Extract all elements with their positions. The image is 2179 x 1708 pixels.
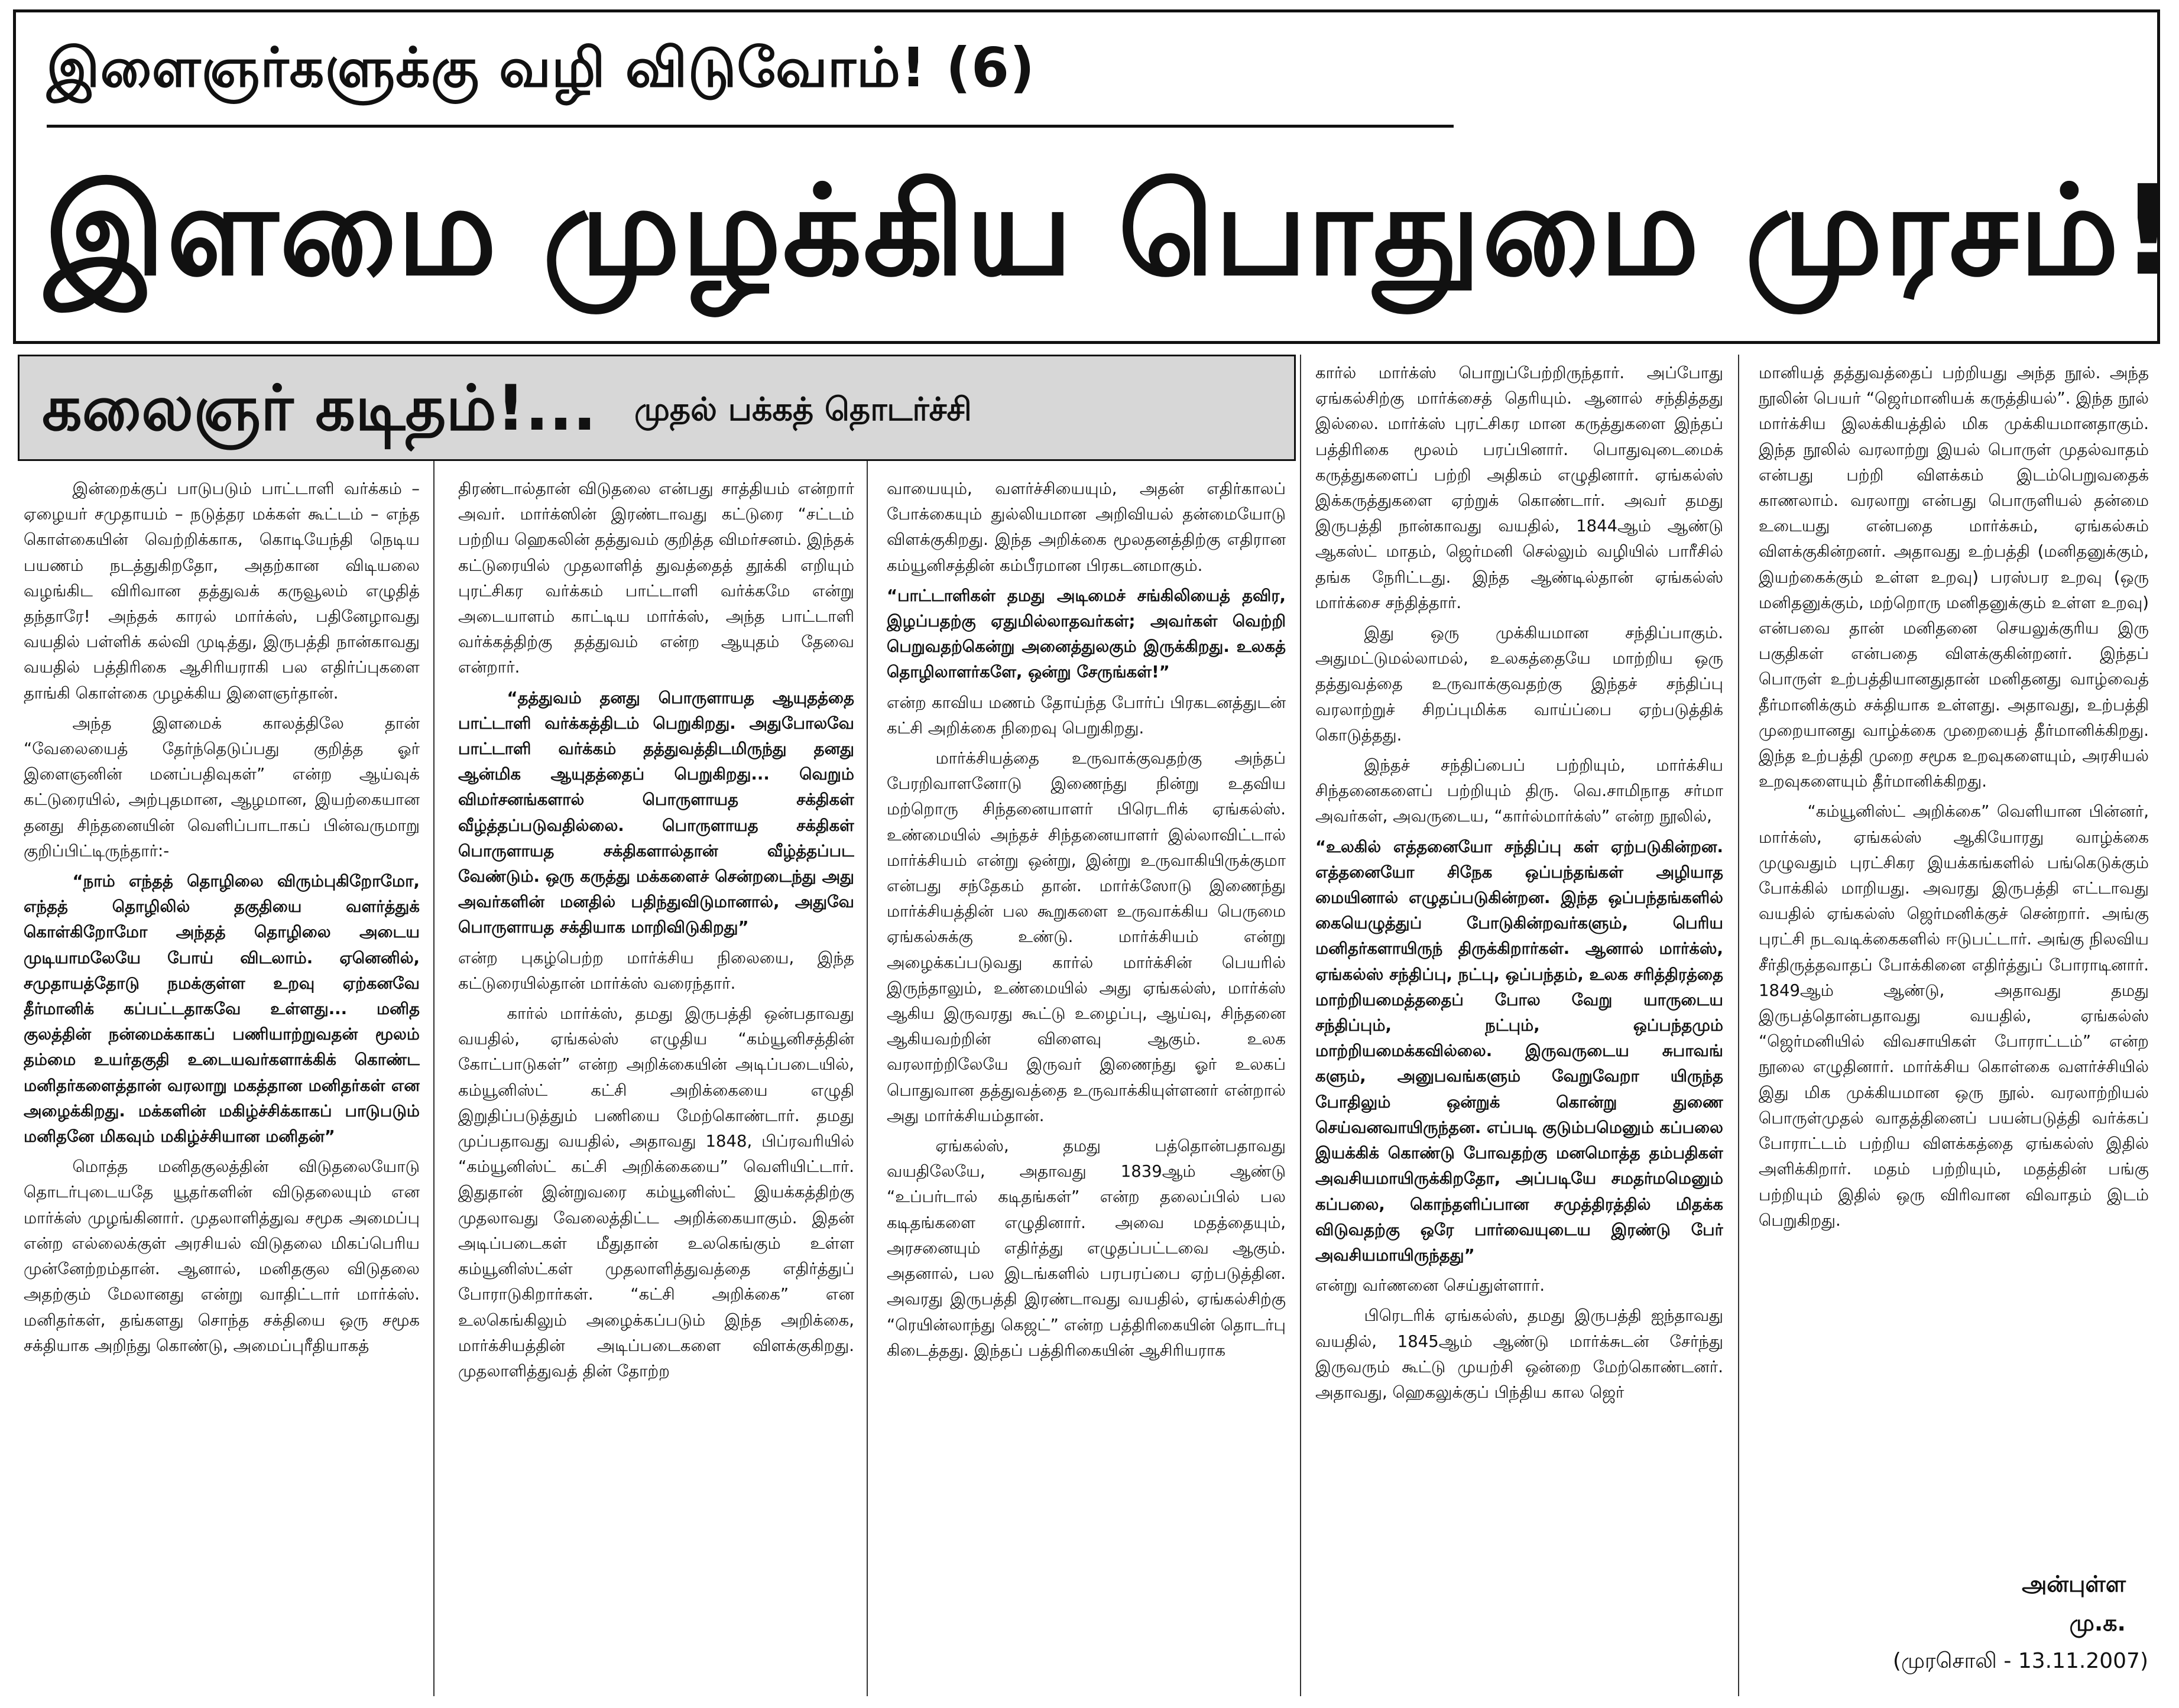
quote-paragraph: “உலகில் எத்தனையோ சந்திப்பு கள் ஏற்படுகின்றன. எத்தனையோ சிநேக ஒப்பந்தங்கள் அழியாத மையினால் எழுதப்படுகின்றன. இந்த ஒப்பந்தங்களில் கையெழுத்துப் போடுகின்றவர்களும், பெரிய மனிதர்களாயிருந் திருக்கிறார்கள். ஆனால் மார்க்ஸ், ஏங்கல்ஸ் சந்திப்பு, நட்பு, ஒப்பந்தம், உலக சரித்திரத்தை மாற்றியமைத்ததைப் போல வேறு யாருடைய சந்திப்பும், நட்பும், ஒப்பந்தமும் மாற்றியமைக்கவில்லை. இருவருடைய சுபாவங் களும், அனுபவங்களும் வேறுவேறா யிருந்த போதிலும் ஒன்றுக் கொன்று துணை செய்வனவாயிருந்தன. எப்படி குடும்பமெனும் கப்பலை இயக்கிக் கொண்டு போவதற்கு மனமொத்த தம்பதிகள் அவசியமாயிருக்கிறதோ, அப்படியே சமதர்மமெனும் கப்பலை, கொந்தளிப்பான சமுத்திரத்தில் மிதக்க விடுவதற்கு ஒரே பார்வையுடைய இரண்டு பேர் அவசியமாயிருந்தது” — [1315, 837, 1723, 1265]
paragraph: என்ற புகழ்பெற்ற மார்க்சிய நிலையை, இந்த கட்டுரையில்தான் மார்க்ஸ் வரைந்தார். — [458, 948, 854, 993]
paragraph: கார்ல் மார்க்ஸ், தமது இருபத்தி ஒன்பதாவது வயதில், ஏங்கல்ஸ் எழுதிய “கம்யூனிசத்தின் கோட்பாடுகள்” என்ற அறிக்கையின் அடிப்படையில், கம்யூனிஸ்ட் கட்சி அறிக்கையை எழுதி இறுதிப்படுத்தும் பணியை மேற்கொண்டார். தமது முப்பதாவது வயதில், அதாவது 1848, பிப்ரவரியில் “கம்யூனிஸ்ட் கட்சி அறிக்கையை” வெளியிட்டார். இதுதான் இன்றுவரை கம்யூனிஸ்ட் இயக்கத்திற்கு முதலாவது வேலைத்திட்ட அறிக்கையாகும். இதன் அடிப்படைகள் மீதுதான் உலகெங்கும் உள்ள கம்யூனிஸ்ட்கள் முதலாளித்துவத்தை எதிர்த்துப் போராடுகிறார்கள். “கட்சி அறிக்கை” என உலகெங்கிலும் அழைக்கப்படும் இந்த அறிக்கை, மார்க்சியத்தின் அடிப்படைகளை விளக்குகிறது. முதலாளித்துவத் தின் தோற்ற — [458, 1004, 854, 1381]
paragraph: என்ற காவிய மணம் தோய்ந்த போர்ப் பிரகடனத்துடன் கட்சி அறிக்கை நிறைவு பெறுகிறது. — [887, 693, 1286, 738]
article-column-5 — [1759, 361, 2149, 1578]
signoff: அன்புள்ள — [2022, 1571, 2126, 1597]
paragraph: என்று வர்ணனை செய்துள்ளார். — [1315, 1276, 1545, 1295]
paragraph: ஏங்கல்ஸ், தமது பத்தொன்பதாவது வயதிலேயே, அதாவது 1839ஆம் ஆண்டு “உப்பர்டால் கடிதங்கள்” என்ற தலைப்பில் பல கடிதங்களை எழுதினார். அவை மதத்தையும், அரசனையும் எதிர்த்து எழுதப்பட்டவை ஆகும். அதனால், பல இடங்களில் பரபரப்பை ஏற்படுத்தின. அவரது இருபத்தி இரண்டாவது வயதில், ஏங்கல்சிற்கு “ரெயின்லாந்து கெஜட்” என்ற பத்திரிகையின் தொடர்பு கிடைத்தது. இந்தப் பத்திரிகையின் ஆசிரியராக — [887, 1136, 1286, 1360]
quote-paragraph: “பாட்டாளிகள் தமது அடிமைச் சங்கிலியைத் தவிர, இழப்பதற்கு ஏதுமில்லாதவர்கள்; அவர்கள் வெற்றி பெறுவதற்கென்று அனைத்துலகும் இருக்கிறது. உலகத் தொழிலாளர்களே, ஒன்று சேருங்கள்!” — [887, 586, 1286, 682]
signature: மு.க. — [2069, 1610, 2126, 1636]
main-headline: இளமை முழக்கிய பொதுமை முரசம்! — [44, 158, 2178, 303]
section-band — [18, 355, 1296, 461]
paragraph: இந்தச் சந்திப்பைப் பற்றியும், மார்க்சிய சிந்தனைகளைப் பற்றியும் திரு. வெ.சாமிநாத சர்மா அவர்கள், அவருடைய, “கார்ல்மார்க்ஸ்” என்ற நூலில், — [1315, 756, 1723, 826]
series-kicker: இளைஞர்களுக்கு வழி விடுவோம்! (6) — [47, 36, 1036, 99]
article-column-2 — [458, 476, 854, 1696]
paragraph: “கம்யூனிஸ்ட் அறிக்கை” வெளியான பின்னர், மார்க்ஸ், ஏங்கல்ஸ் ஆகியோரது வாழ்க்கை முழுவதும் புரட்சிகர இயக்கங்களில் பங்கெடுக்கும் போக்கில் மாறியது. அவரது இருபத்தி எட்டாவது வயதில் ஏங்கல்ஸ் ஜெர்மனிக்குச் சென்றார். அங்கு புரட்சி நடவடிக்கைகளில் ஈடுபட்டார். அங்கு நிலவிய சீர்திருத்தவாதப் போக்கினை எதிர்த்துப் போராடினார். 1849ஆம் ஆண்டு, அதாவது தமது இருபத்தொன்பதாவது வயதில், ஏங்கல்ஸ் “ஜெர்மனியில் விவசாயிகள் போராட்டம்” என்ற நூலை எழுதினார். மார்க்சிய கொள்கை வளர்ச்சியில் இது மிக முக்கியமான ஒரு நூல். வரலாற்றியல் பொருள்முதல் வாதத்தினைப் பயன்படுத்தி வர்க்கப் போராட்டம் பற்றிய விளக்கத்தை ஏங்கல்ஸ் இதில் அளிக்கிறார். மதம் பற்றியும், மதத்தின் பங்கு பற்றியும் இதில் ஒரு விரிவான விவாதம் இடம் பெறுகிறது. — [1759, 802, 2149, 1230]
column-divider — [1300, 355, 1301, 1696]
paragraph: கார்ல் மார்க்ஸ் பொறுப்பேற்றிருந்தார். அப்போது ஏங்கல்சிற்கு மார்க்சைத் தெரியும். ஆனால் சந்தித்தது இல்லை. மார்க்ஸ் புரட்சிகர மான கருத்துகளை இந்தப் பத்திரிகை மூலம் பரப்பினார். பொதுவுடைமைக் கருத்துகளைப் பற்றி அதிகம் எழுதினார். ஏங்கல்ஸ் இக்கருத்துகளை ஏற்றுக் கொண்டார். அவர் தமது இருபத்தி நான்காவது வயதில், 1844ஆம் ஆண்டு ஆகஸ்ட் மாதம், ஜெர்மனி செல்லும் வழியில் பாரீசில் தங்க நேரிட்டது. இந்த ஆண்டில்தான் ஏங்கல்ஸ் மார்க்சை சந்தித்தார். — [1315, 363, 1723, 612]
paragraph: இன்றைக்குப் பாடுபடும் பாட்டாளி வர்க்கம் – ஏழையர் சமுதாயம் – நடுத்தர மக்கள் கூட்டம் – எந்த கொள்கையின் வெற்றிக்காக, கொடியேந்தி நெடிய பயணம் நடத்துகிறதோ, அதற்கான விடியலை வழங்கிட விரிவான தத்துவக் கருவூலம் எழுதித் தந்தாரே! அந்தக் காரல் மார்க்ஸ், பதினேழாவது வயதில் பள்ளிக் கல்வி முடித்து, இருபத்தி நான்காவது வயதில் பத்திரிகை ஆசிரியராகி பல எதிர்ப்புகளை தாங்கி கொள்கை முழக்கிய இளைஞர்தான். — [24, 479, 420, 703]
paragraph: பிரெடரிக் ஏங்கல்ஸ், தமது இருபத்தி ஐந்தாவது வயதில், 1845ஆம் ஆண்டு மார்க்சுடன் சேர்ந்து இருவரும் கூட்டு முயற்சி ஒன்றை மேற்கொண்டனர். அதாவது, ஹெகலுக்குப் பிந்திய கால ஜெர் — [1315, 1306, 1723, 1402]
paragraph: அந்த இளமைக் காலத்திலே தான் “வேலையைத் தேர்ந்தெடுப்பது குறித்த ஓர் இளைஞனின் மனப்பதிவுகள்” என்ற ஆய்வுக் கட்டுரையில், அற்புதமான, ஆழமான, இயற்கையான தனது சிந்தனையின் வெளிப்பாடாகப் பின்வருமாறு குறிப்பிட்டிருந்தார்:- — [24, 713, 420, 861]
section-title: கலைஞர் கடிதம்!... — [42, 372, 596, 444]
paragraph: மொத்த மனிதகுலத்தின் விடுதலையோடு தொடர்புடையதே யூதர்களின் விடுதலையும் என மார்க்ஸ் முழங்கினார். முதலாளித்துவ சமூக அமைப்பு என்ற எல்லைக்குள் அரசியல் விடுதலை மிகப்பெரிய முன்னேற்றம்தான். ஆனால், மனிதகுல விடுதலை அதற்கும் மேலானது என்று வாதிட்டார் மார்க்ஸ். மனிதர்கள், தங்களது சொந்த சக்தியை ஒரு சமூக சக்தியாக அறிந்து கொண்டு, அமைப்புரீதியாகத் — [24, 1157, 420, 1355]
paragraph: மானியத் தத்துவத்தைப் பற்றியது அந்த நூல். அந்த நூலின் பெயர் “ஜெர்மானியக் கருத்தியல்”. இந்த நூல் மார்க்சிய இலக்கியத்தில் மிக முக்கியமானதாகும். இந்த நூலில் வரலாற்று இயல் பொருள் முதல்வாதம் என்பது பற்றி விளக்கம் இடம்பெறுவதைக் காணலாம். வரலாறு என்பது பொருளியல் தன்மை உடையது என்பதை மார்க்சும், ஏங்கல்சும் விளக்குகின்றனர். அதாவது உற்பத்தி (மனிதனுக்கும், இயற்கைக்கும் உள்ள உறவு) பரஸ்பர உறவு (ஒரு மனிதனுக்கும், மற்றொரு மனிதனுக்கும் உள்ள உறவு) என்பவை தான் மனிதனை செயலுக்குரிய இரு பகுதிகள் என்பதை விளக்குகின்றனர். இந்தப் பொருள் உற்பத்தியானதுதான் மனிதனது வாழ்வைத் தீர்மானிக்கும் சக்தியாக உள்ளது. அதாவது, உற்பத்தி முறையானது வாழ்க்கை முறையைத் தீர்மானிக்கிறது. இந்த உற்பத்தி முறை சமூக உறவுகளையும், அரசியல் உறவுகளையும் தீர்மானிக்கிறது. — [1759, 363, 2149, 791]
masthead-box — [13, 9, 2178, 344]
paragraph: வாயையும், வளர்ச்சியையும், அதன் எதிர்காலப் போக்கையும் துல்லியமான அறிவியல் தன்மையோடு விளக்குகிறது. இந்த அறிக்கை மூலதனத்திற்கு எதிரான கம்யூனிசத்தின் கம்பீரமான பிரகடனமாகும். — [887, 479, 1286, 575]
quote-paragraph: “தத்துவம் தனது பொருளாயத ஆயுதத்தை பாட்டாளி வர்க்கத்திடம் பெறுகிறது. அதுபோலவே பாட்டாளி வர்க்கம் தத்துவத்திடமிருந்து தனது ஆன்மிக ஆயுதத்தைப் பெறுகிறது... வெறும் விமர்சனங்களால் பொருளாயத சக்திகள் வீழ்த்தப்படுவதில்லை. பொருளாயத சக்திகள் பொருளாயத சக்திகளால்தான் வீழ்த்தப்பட வேண்டும். ஒரு கருத்து மக்களைச் சென்றடைந்து அது அவர்களின் மனதில் பதிந்துவிடுமானால், அதுவே பொருளாயத சக்தியாக மாறிவிடுகிறது” — [458, 688, 854, 937]
column-divider — [433, 461, 434, 1696]
source-credit: (முரசொலி - 13.11.2007) — [1892, 1649, 2148, 1673]
paragraph: மார்க்சியத்தை உருவாக்குவதற்கு அந்தப் பேரறிவாளனோடு இணைந்து நின்று உதவிய மற்றொரு சிந்தனையாளர் பிரெடரிக் ஏங்கல்ஸ். உண்மையில் அந்தச் சிந்தனையாளர் இல்லாவிட்டால் மார்க்சியம் என்று ஒன்று, இன்று உருவாகியிருக்குமா என்பது சந்தேகம் தான். மார்க்ஸோடு இணைந்து மார்க்சியத்தின் பல கூறுகளை உருவாக்கிய பெருமை ஏங்கல்சுக்கு உண்டு. மார்க்சியம் என்று அழைக்கப்படுவது கார்ல் மார்க்சின் பெயரில் இருந்தாலும், உண்மையில் அது ஏங்கல்ஸ், மார்க்ஸ் ஆகிய இருவரது கூட்டு உழைப்பு, ஆய்வு, சிந்தனை ஆகியவற்றின் விளைவு ஆகும். உலக வரலாற்றிலேயே இருவர் இணைந்து ஓர் உலகப் பொதுவான தத்துவத்தை உருவாக்கியுள்ளனர் என்றால் அது மார்க்சியம்தான். — [887, 749, 1286, 1125]
paragraph: இது ஒரு முக்கியமான சந்திப்பாகும். அதுமட்டுமல்லாமல், உலகத்தையே மாற்றிய ஒரு தத்துவத்தை உருவாக்குவதற்கு இந்தச் சந்திப்பு வரலாற்றுச் சிறப்புமிக்க வாய்ப்பை ஏற்படுத்திக் கொடுத்தது. — [1315, 624, 1723, 745]
article-column-4 — [1315, 361, 1723, 1696]
article-column-1 — [24, 476, 420, 1696]
column-divider — [867, 461, 868, 1696]
quote-paragraph: “நாம் எந்தத் தொழிலை விரும்புகிறோமோ, எந்தத் தொழிலில் தகுதியை வளர்த்துக் கொள்கிறோமோ அந்தத் தொழிலை அடைய முடியாமலேயே போய் விடலாம். ஏனெனில், சமுதாயத்தோடு நமக்குள்ள உறவு ஏற்கனவே தீர்மானிக் கப்பட்டதாகவே உள்ளது... மனித குலத்தின் நன்மைக்காகப் பணியாற்றுவதன் மூலம் தம்மை உயர்தகுதி உடையவர்களாக்கிக் கொண்ட மனிதர்களைத்தான் வரலாறு மகத்தான மனிதர்கள் என அழைக்கிறது. மக்களின் மகிழ்ச்சிக்காகப் பாடுபடும் மனிதனே மிகவும் மகிழ்ச்சியான மனிதன்” — [24, 872, 420, 1147]
article-column-3 — [887, 476, 1286, 1696]
section-subtitle: முதல் பக்கத் தொடர்ச்சி — [634, 391, 972, 428]
column-divider — [1738, 355, 1739, 1696]
paragraph: திரண்டால்தான் விடுதலை என்பது சாத்தியம் என்றார் அவர். மார்க்ஸின் இரண்டாவது கட்டுரை “சட்டம் பற்றிய ஹெகலின் தத்துவம் குறித்த விமர்சனம். இந்தக் கட்டுரையில் முதலாளித் துவத்தைத் தூக்கி எறியும் புரட்சிகர வர்க்கம் பாட்டாளி வர்க்கமே என்று அடையாளம் காட்டிய மார்க்ஸ், அந்த பாட்டாளி வர்க்கத்திற்கு தத்துவம் என்ற ஆயுதம் தேவை என்றார். — [458, 479, 854, 677]
kicker-rule — [47, 125, 1454, 128]
